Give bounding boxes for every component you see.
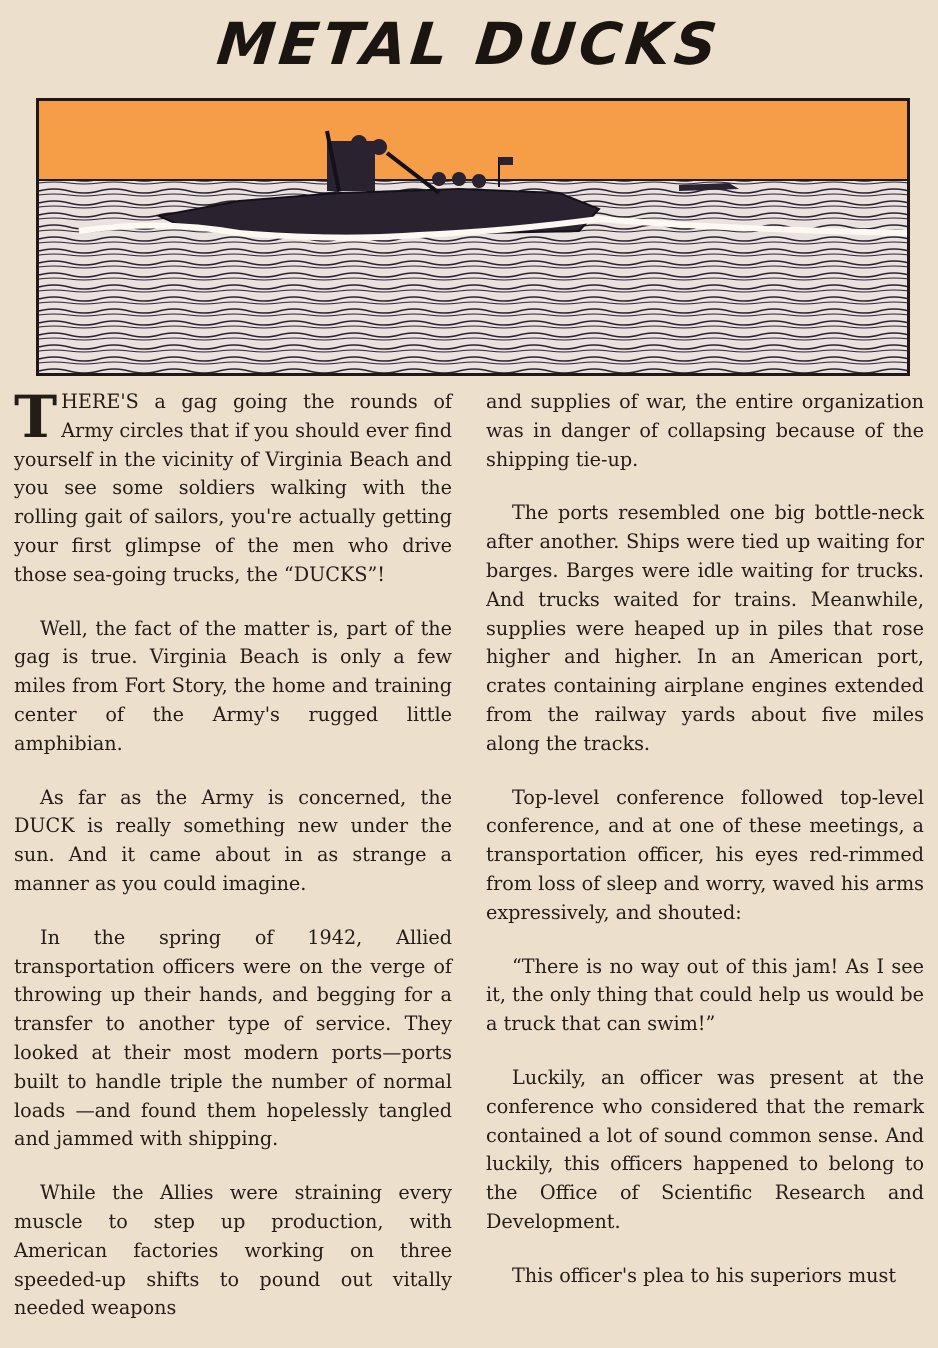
illustration-panel (36, 98, 910, 376)
left-column (14, 383, 452, 1348)
paragraph: This officer's plea to his superiors must (512, 1263, 897, 1287)
paragraph-text: HERE'S a gag going the rounds of Army circles that if you should ever find yourself in the vicinity of Virginia Beach and you see some soldiers walking with the rolling gait of sailors, you're actually getting your first glimpse of the men who drive those sea-going trucks, the “DUCKS”! (14, 390, 452, 586)
sky (39, 101, 907, 181)
right-column (486, 388, 924, 1316)
paragraph: Well, the fact of the matter is, part of the gag is true. Virginia Beach is only a few miles from Fort Story, the home and training center of the Army's rugged little amphibian. (14, 616, 452, 755)
drop-cap: T (14, 383, 58, 451)
paragraph: and supplies of war, the entire organization was in danger of collapsing because of the shipping tie-up. (486, 390, 924, 471)
paragraph: As far as the Army is concerned, the DUCK is really something new under the sun. And it came about in as strange a manner as you could imagine. (14, 785, 452, 895)
paragraph: The ports resembled one big bottle-neck after another. Ships were tied up waiting for barges. Barges were idle waiting for trucks. And trucks waited for trains. Meanwhile, supplies were heaped up in piles that rose higher and higher. In an American port, crates containing airplane engines extended from the railway yards about five miles along the tracks. (486, 501, 924, 755)
amphibious-duck-vehicle-illustration (39, 101, 907, 373)
paragraph: Luckily, an officer was present at the conference who considered that the remark contained a lot of sound common sense. And luckily, this officers happened to belong to the Office of Scientific Research and Development. (486, 1065, 924, 1233)
paragraph: Top-level conference followed top-level conference, and at one of these meetings, a transportation officer, his eyes red-rimmed from loss of sleep and worry, waved his arms expressively, and shouted: (486, 785, 924, 924)
paragraph: “There is no way out of this jam! As I see it, the only thing that could help us would be a truck that can swim!” (486, 954, 924, 1036)
paragraph: In the spring of 1942, Allied transportation officers were on the verge of throwing up their hands, and begging for a transfer to another type of service. They looked at their most modern ports—ports built to handle triple the number of normal loads —and found them hopelessly tangled and jammed with shipping. (14, 925, 452, 1151)
paragraph (14, 383, 452, 590)
paragraph: While the Allies were straining every muscle to step up production, with American factories working on three speeded-up shifts to pound out vitally needed weapons (14, 1181, 452, 1320)
page-title: METAL DUCKS (213, 10, 725, 78)
